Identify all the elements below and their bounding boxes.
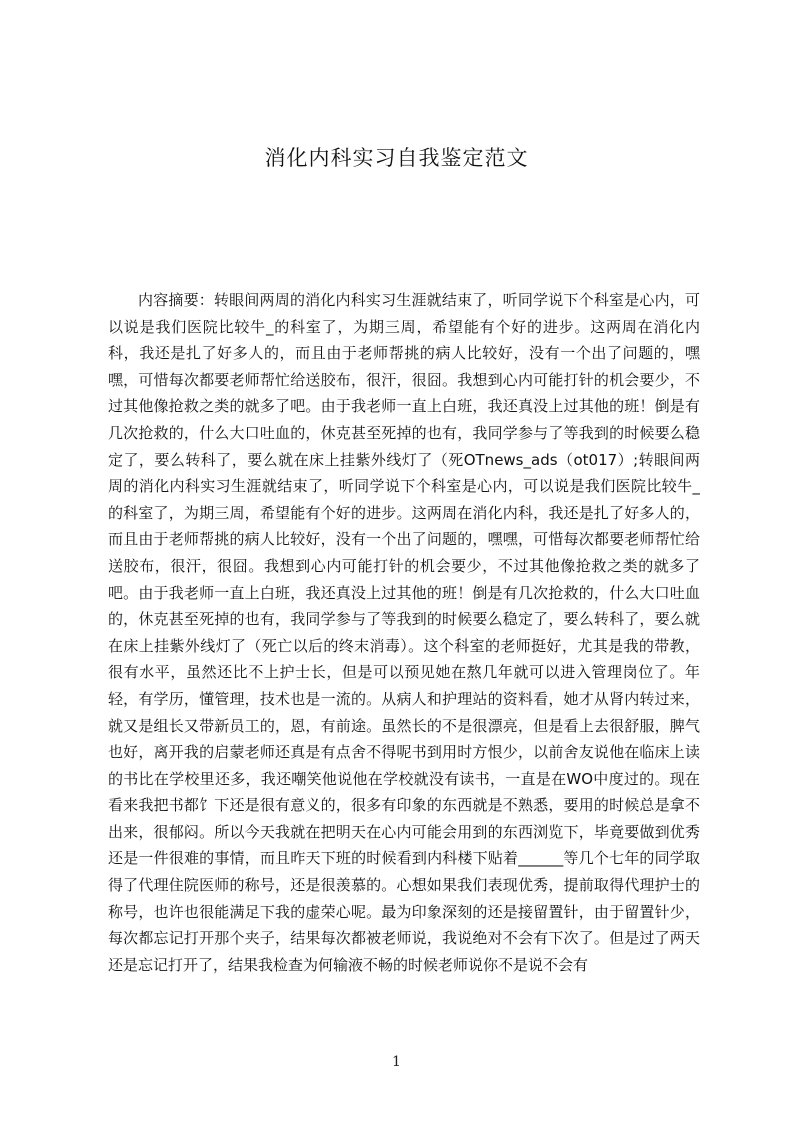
document-title: 消化内科实习自我鉴定范文 <box>264 146 529 170</box>
document-body-paragraph: 内容摘要：转眼间两周的消化内科实习生涯就结束了，听同学说下个科室是心内，可以说是我们医院比较牛_的科室了，为期三周，希望能有个好的进步。这两周在消化内科，我还是扎了好多人的，而且由于老师帮挑的病人比较好，没有一个出了问题的，嘿嘿，可惜每次都要老师帮忙给送胶布，很汗，很囧。我想到心内可能打针的机会要少，不过其他像抢救之类的就多了吧。由于我老师一直上白班，我还真没上过其他的班！倒是有几次抢救的，什么大口吐血的，休克甚至死掉的也有，我同学参与了等我到的时候要么稳定了，要么转科了，要么就在床上挂紫外线灯了（死OTnews_ads（ot017）;转眼间两周的消化内科实习生涯就结束了，听同学说下个科室是心内，可以说是我们医院比较牛_的科室了，为期三周，希望能有个好的进步。这两周在消化内科，我还是扎了好多人的，而且由于老师帮挑的病人比较好，没有一个出了问题的，嘿嘿，可惜每次都要老师帮忙给送胶布，很汗，很囧。我想到心内可能打针的机会要少，不过其他像抢救之类的就多了吧。由于我老师一直上白班，我还真没上过其他的班！倒是有几次抢救的，什么大口吐血的，休克甚至死掉的也有，我同学参与了等我到的时候要么稳定了，要么转科了，要么就在床上挂紫外线灯了（死亡以后的终末消毒）。这个科室的老师挺好，尤其是我的带教，很有水平，虽然还比不上护士长，但是可以预见她在熬几年就可以进入管理岗位了。年轻，有学历，懂管理，技术也是一流的。从病人和护理站的资料看，她才从肾内转过来，就又是组长又带新员工的，恩，有前途。虽然长的不是很漂亮，但是看上去很舒服，脾气也好，离开我的启蒙老师还真是有点舍不得呢书到用时方恨少，以前舍友说他在临床上读的书比在学校里还多，我还嘲笑他说他在学校就没有读书，一直是在WO中度过的。现在看来我把书都饣下还是很有意义的，很多有印象的东西就是不熟悉，要用的时候总是拿不出来，很郁闷。所以今天我就在把明天在心内可能会用到的东西浏览下，毕竟要做到优秀还是一件很难的事情，而且昨天下班的时候看到内科楼下贴着______等几个七年的同学取得了代理住院医师的称号，还是很羡慕的。心想如果我们表现优秀，提前取得代理护士的称号，也许也很能满足下我的虚荣心呢。最为印象深刻的还是接留置针，由于留置针少，每次都忘记打开那个夹子，结果每次都被老师说，我说绝对不会有下次了。但是过了两天还是忘记打开了，结果我检查为何输液不畅的时候老师说你不是说不会有 <box>108 291 700 974</box>
page-number: 1 <box>392 1054 401 1070</box>
